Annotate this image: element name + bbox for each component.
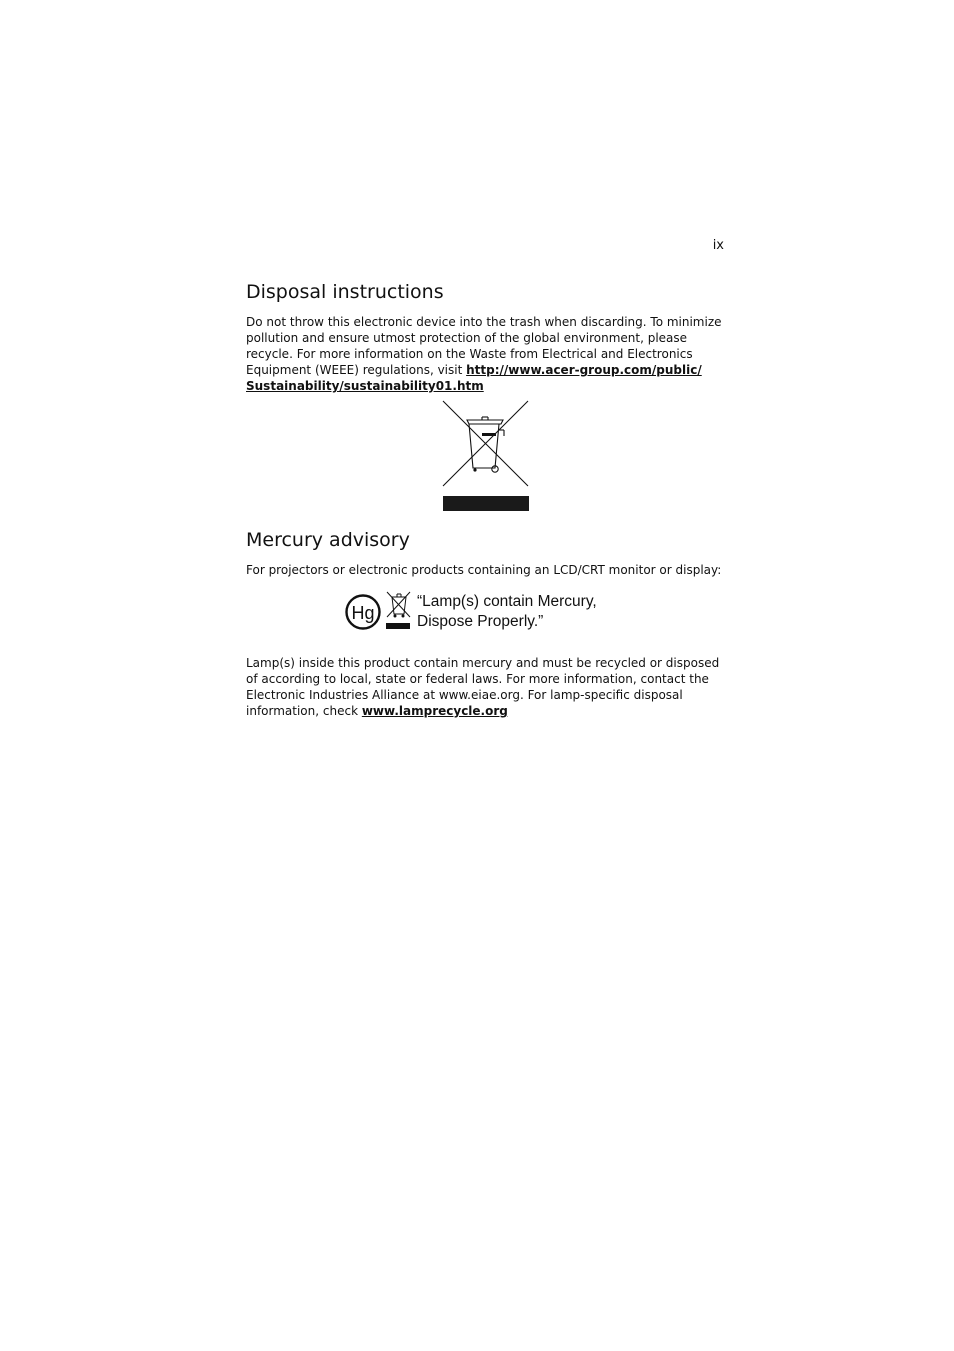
disposal-body-text: Do not throw this electronic device into the trash when discarding. To minimize pollution and ensure utmost protection of the global environment, please recycle. For more information on the Waste from Electrical and Electronics Equipment (WEEE) regulations, visit <box>246 315 722 377</box>
disposal-paragraph <box>246 314 726 394</box>
lamprecycle-link[interactable]: www.lamprecycle.org <box>361 704 508 718</box>
hg-symbol-text: Hg <box>351 603 375 623</box>
mercury-paragraph <box>246 655 726 719</box>
mercury-intro: For projectors or electronic products containing an LCD/CRT monitor or display: <box>246 563 722 577</box>
crossed-out-bin-icon <box>387 592 410 617</box>
page-number: ix <box>712 238 724 253</box>
weee-bin-icon <box>442 400 529 512</box>
mercury-disposal-quote: “Lamp(s) contain Mercury, Dispose Properly.” <box>417 593 597 630</box>
mercury-body-text: Lamp(s) inside this product contain mercury and must be recycled or disposed of according to local, state or federal laws. For more information, contact the Electronic Industries Alliance at www.eiae.org. For lamp-specific disposal information, check <box>246 656 720 718</box>
disposal-heading: Disposal instructions <box>246 281 444 303</box>
mercury-heading: Mercury advisory <box>246 529 410 551</box>
acer-sustainability-link[interactable]: http://www.acer-group.com/public/ Sustainability/sustainability01.htm <box>246 363 702 393</box>
